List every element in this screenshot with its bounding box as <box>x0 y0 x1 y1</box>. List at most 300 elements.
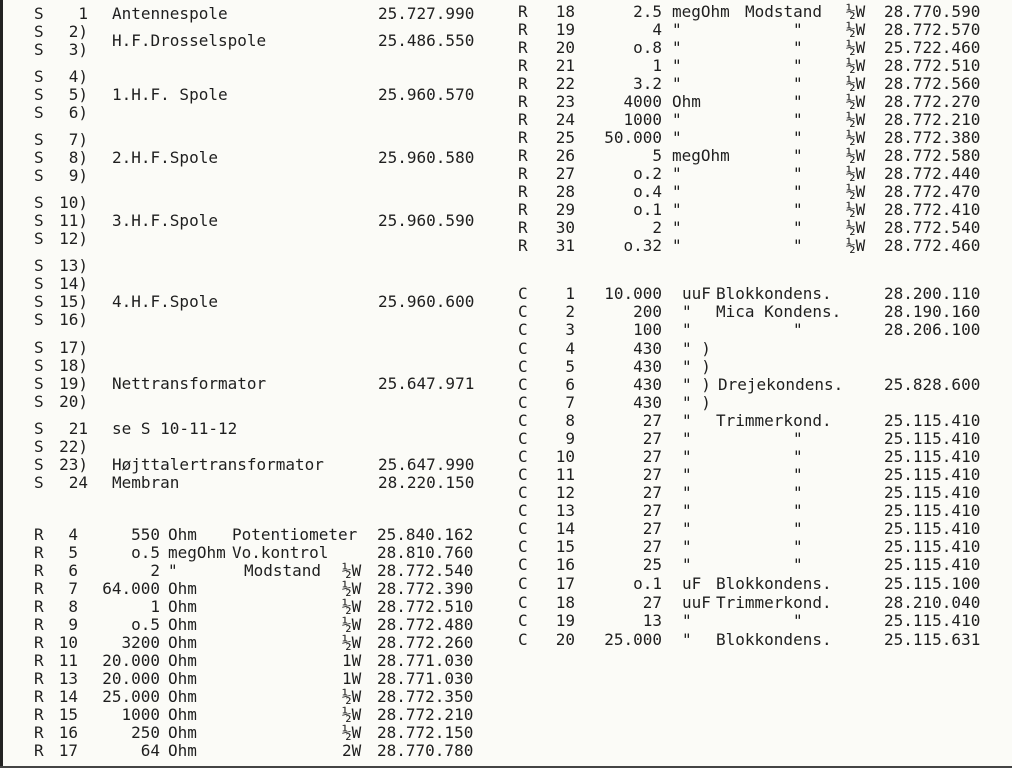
item-number: 12) <box>59 229 88 248</box>
item-unit: " <box>682 429 692 448</box>
item-unit: " <box>672 236 682 255</box>
list-item <box>0 237 1012 255</box>
item-value: 27 <box>642 537 662 556</box>
item-prefix: S <box>34 22 44 41</box>
item-value: o.2 <box>633 164 662 183</box>
item-prefix: R <box>34 579 44 598</box>
item-unit: " <box>682 555 692 574</box>
item-prefix: R <box>518 236 528 255</box>
item-unit: " <box>682 501 692 520</box>
item-number: 11 <box>58 651 78 670</box>
item-unit: " <box>672 110 682 129</box>
item-number: 15 <box>58 705 78 724</box>
item-part-number: 25.115.410 <box>884 537 981 556</box>
item-number: 20 <box>555 630 575 649</box>
item-prefix: R <box>518 20 528 39</box>
item-value: 50.000 <box>604 128 662 147</box>
item-prefix: S <box>34 256 44 275</box>
item-unit: uuF <box>682 284 711 303</box>
item-part-number: 28.772.380 <box>884 128 981 147</box>
item-prefix: C <box>518 593 528 612</box>
item-prefix: S <box>34 229 44 248</box>
item-description: " <box>793 320 803 339</box>
item-value: 430 <box>633 393 662 412</box>
item-number: 2 <box>565 302 575 321</box>
item-part-number: 28.772.390 <box>377 579 474 598</box>
list-item <box>0 612 1012 630</box>
item-number: 18 <box>555 2 575 21</box>
item-number: 18 <box>555 593 575 612</box>
item-value: 250 <box>131 723 160 742</box>
item-prefix: S <box>34 130 44 149</box>
item-part-number: 28.772.270 <box>884 92 981 111</box>
item-unit: " <box>168 561 178 580</box>
item-number: 8 <box>68 597 78 616</box>
item-unit: " ) <box>682 357 711 376</box>
item-part-number: 25.960.570 <box>378 85 475 104</box>
item-description: 2.H.F.Spole <box>112 148 218 167</box>
list-item <box>0 724 1012 742</box>
item-value: 25 <box>642 555 662 574</box>
item-wattage: ½W <box>846 218 866 237</box>
item-prefix: S <box>34 67 44 86</box>
item-prefix: S <box>34 274 44 293</box>
item-part-number: 28.772.510 <box>377 597 474 616</box>
item-unit: " ) <box>682 339 711 358</box>
item-unit: " <box>672 56 682 75</box>
item-prefix: S <box>34 338 44 357</box>
item-part-number: 28.772.210 <box>377 705 474 724</box>
item-prefix: R <box>518 74 528 93</box>
list-item <box>0 688 1012 706</box>
item-wattage: ½W <box>846 200 866 219</box>
list-item <box>0 358 1012 376</box>
item-prefix: S <box>34 455 44 474</box>
item-description: " <box>793 56 803 75</box>
item-wattage: ½W <box>846 56 866 75</box>
item-value: 4 <box>652 20 662 39</box>
item-unit: " <box>682 465 692 484</box>
item-number: 9) <box>68 166 88 185</box>
item-description: Drejekondens. <box>718 375 844 394</box>
item-number: 3) <box>68 40 88 59</box>
item-prefix: C <box>518 357 528 376</box>
item-number: 22 <box>555 74 575 93</box>
list-item <box>0 111 1012 129</box>
item-wattage: ½W <box>846 110 866 129</box>
item-number: 13 <box>58 669 78 688</box>
item-prefix: R <box>518 146 528 165</box>
item-prefix: S <box>34 4 44 23</box>
item-number: 5 <box>68 543 78 562</box>
item-description: " <box>793 236 803 255</box>
item-unit: Ohm <box>672 92 701 111</box>
item-number: 4) <box>68 67 88 86</box>
item-wattage: ½W <box>342 561 362 580</box>
item-description: " <box>793 164 803 183</box>
list-item <box>0 670 1012 688</box>
item-part-number: 25.960.600 <box>378 292 475 311</box>
item-value: 5 <box>652 146 662 165</box>
item-part-number: 28.771.030 <box>377 651 474 670</box>
item-number: 30 <box>555 218 575 237</box>
item-wattage: ½W <box>342 579 362 598</box>
item-number: 23 <box>555 92 575 111</box>
item-number: 7 <box>565 393 575 412</box>
item-part-number: 25.960.580 <box>378 148 475 167</box>
item-unit: " <box>672 128 682 147</box>
item-part-number: 25.647.990 <box>378 455 475 474</box>
item-part-number: 28.772.260 <box>377 633 474 652</box>
item-prefix: S <box>34 211 44 230</box>
item-prefix: R <box>34 687 44 706</box>
item-description: Vo.kontrol <box>232 543 329 562</box>
list-item <box>0 321 1012 339</box>
item-number: 17 <box>58 741 78 760</box>
item-prefix: C <box>518 302 528 321</box>
item-prefix: R <box>518 2 528 21</box>
list-item <box>0 183 1012 201</box>
item-prefix: R <box>518 200 528 219</box>
item-number: 25 <box>555 128 575 147</box>
item-wattage: ½W <box>342 633 362 652</box>
item-number: 11 <box>555 465 575 484</box>
item-prefix: S <box>34 193 44 212</box>
item-number: 28 <box>555 182 575 201</box>
item-prefix: R <box>34 723 44 742</box>
item-number: 19 <box>555 20 575 39</box>
list-item <box>0 39 1012 57</box>
item-unit: uuF <box>682 593 711 612</box>
item-description: " <box>793 38 803 57</box>
item-value: 27 <box>642 465 662 484</box>
item-prefix: C <box>518 483 528 502</box>
item-value: 25.000 <box>102 687 160 706</box>
item-description: Blokkondens. <box>716 574 832 593</box>
item-number: 3 <box>565 320 575 339</box>
list-item <box>0 201 1012 219</box>
item-description: " <box>793 537 803 556</box>
item-value: 1 <box>150 597 160 616</box>
item-description: " <box>793 519 803 538</box>
item-description: " <box>793 92 803 111</box>
item-wattage: 2W <box>342 741 362 760</box>
item-value: 64 <box>140 741 160 760</box>
item-prefix: C <box>518 284 528 303</box>
item-wattage: 1W <box>342 651 362 670</box>
item-number: 6 <box>68 561 78 580</box>
item-part-number: 28.772.580 <box>884 146 981 165</box>
item-part-number: 25.486.550 <box>378 31 475 50</box>
item-value: o.32 <box>623 236 662 255</box>
item-part-number: 28.772.210 <box>884 110 981 129</box>
item-prefix: R <box>34 651 44 670</box>
item-part-number: 25.115.410 <box>884 611 981 630</box>
item-number: 15) <box>59 292 88 311</box>
item-unit: " <box>682 411 692 430</box>
item-unit: uF <box>682 574 702 593</box>
list-item <box>0 631 1012 649</box>
item-part-number: 28.772.480 <box>377 615 474 634</box>
item-wattage: ½W <box>342 687 362 706</box>
item-part-number: 25.115.410 <box>884 501 981 520</box>
item-number: 4 <box>68 525 78 544</box>
item-prefix: R <box>518 92 528 111</box>
list-item <box>0 129 1012 147</box>
list-item <box>0 652 1012 670</box>
item-prefix: R <box>34 543 44 562</box>
list-item <box>0 556 1012 574</box>
item-part-number: 25.115.410 <box>884 429 981 448</box>
item-unit: " <box>672 200 682 219</box>
item-value: o.1 <box>633 200 662 219</box>
item-part-number: 28.200.110 <box>884 284 981 303</box>
item-description: " <box>793 465 803 484</box>
item-description: " <box>793 146 803 165</box>
list-item <box>0 75 1012 93</box>
item-part-number: 28.210.040 <box>884 593 981 612</box>
item-number: 17 <box>555 574 575 593</box>
item-number: 8 <box>565 411 575 430</box>
item-prefix: R <box>34 525 44 544</box>
list-item <box>0 165 1012 183</box>
item-prefix: S <box>34 419 44 438</box>
list-item <box>0 21 1012 39</box>
item-number: 27 <box>555 164 575 183</box>
list-item <box>0 502 1012 520</box>
item-number: 8) <box>68 148 88 167</box>
item-description: H.F.Drosselspole <box>112 31 267 50</box>
list-item <box>0 430 1012 448</box>
item-description: Højttalertransformator <box>112 455 324 474</box>
item-part-number: 28.770.780 <box>377 741 474 760</box>
item-number: 1 <box>565 284 575 303</box>
item-unit: " <box>672 38 682 57</box>
item-prefix: R <box>34 615 44 634</box>
item-wattage: 1W <box>342 669 362 688</box>
item-number: 13) <box>59 256 88 275</box>
item-number: 20 <box>555 38 575 57</box>
item-description: " <box>793 110 803 129</box>
item-description: " <box>793 218 803 237</box>
item-prefix: R <box>34 561 44 580</box>
item-part-number: 25.840.162 <box>377 525 474 544</box>
item-number: 24 <box>555 110 575 129</box>
item-prefix: C <box>518 574 528 593</box>
item-description: " <box>793 429 803 448</box>
list-item <box>0 412 1012 430</box>
item-number: 16) <box>59 310 88 329</box>
item-part-number: 28.190.160 <box>884 302 981 321</box>
item-value: 27 <box>642 411 662 430</box>
item-value: 13 <box>642 611 662 630</box>
item-wattage: ½W <box>846 146 866 165</box>
item-value: 430 <box>633 375 662 394</box>
list-item <box>0 93 1012 111</box>
item-prefix: S <box>34 356 44 375</box>
item-description: Potentiometer <box>232 525 358 544</box>
item-number: 12 <box>555 483 575 502</box>
item-value: 430 <box>633 339 662 358</box>
item-prefix: C <box>518 375 528 394</box>
list-item <box>0 575 1012 593</box>
item-value: o.1 <box>633 574 662 593</box>
item-part-number: 25.115.631 <box>884 630 981 649</box>
item-description: Blokkondens. <box>716 630 832 649</box>
item-prefix: S <box>34 473 44 492</box>
item-number: 16 <box>58 723 78 742</box>
item-description: " <box>793 20 803 39</box>
item-unit: " <box>682 447 692 466</box>
item-number: 26 <box>555 146 575 165</box>
item-value: 20.000 <box>102 651 160 670</box>
item-value: 27 <box>642 429 662 448</box>
item-part-number: 28.772.150 <box>377 723 474 742</box>
item-prefix: C <box>518 447 528 466</box>
item-unit: " <box>682 519 692 538</box>
item-wattage: ½W <box>846 38 866 57</box>
item-unit: " <box>682 302 692 321</box>
item-unit: Ohm <box>168 579 197 598</box>
item-wattage: ½W <box>846 182 866 201</box>
item-prefix: S <box>34 148 44 167</box>
item-part-number: 28.772.440 <box>884 164 981 183</box>
list-item <box>0 147 1012 165</box>
item-part-number: 25.115.410 <box>884 411 981 430</box>
list-item <box>0 466 1012 484</box>
item-value: 27 <box>642 519 662 538</box>
item-prefix: R <box>518 128 528 147</box>
item-prefix: C <box>518 555 528 574</box>
item-wattage: ½W <box>846 74 866 93</box>
item-number: 14 <box>58 687 78 706</box>
item-value: 64.000 <box>102 579 160 598</box>
item-description: " <box>793 611 803 630</box>
item-number: 10 <box>555 447 575 466</box>
item-value: 20.000 <box>102 669 160 688</box>
item-value: o.5 <box>131 615 160 634</box>
item-part-number: 28.772.510 <box>884 56 981 75</box>
item-part-number: 28.772.570 <box>884 20 981 39</box>
item-number: 1 <box>78 4 88 23</box>
item-value: 550 <box>131 525 160 544</box>
item-prefix: C <box>518 339 528 358</box>
item-number: 22) <box>59 437 88 456</box>
item-number: 19) <box>59 374 88 393</box>
item-prefix: C <box>518 537 528 556</box>
item-value: 200 <box>633 302 662 321</box>
list-item <box>0 285 1012 303</box>
item-unit: " <box>672 74 682 93</box>
item-prefix: R <box>34 669 44 688</box>
item-description: " <box>793 182 803 201</box>
item-number: 31 <box>555 236 575 255</box>
list-item <box>0 219 1012 237</box>
list-item <box>0 303 1012 321</box>
item-description: Modstand <box>244 561 322 580</box>
item-prefix: S <box>34 310 44 329</box>
item-number: 11) <box>59 211 88 230</box>
item-value: 1 <box>652 56 662 75</box>
item-description: se S 10-11-12 <box>112 419 238 438</box>
item-description: " <box>793 74 803 93</box>
item-description: " <box>793 447 803 466</box>
list-item <box>0 57 1012 75</box>
item-value: 2.5 <box>633 2 662 21</box>
item-part-number: 28.772.560 <box>884 74 981 93</box>
item-number: 23) <box>59 455 88 474</box>
item-unit: Ohm <box>168 525 197 544</box>
item-part-number: 28.772.460 <box>884 236 981 255</box>
item-value: 27 <box>642 483 662 502</box>
item-part-number: 25.115.410 <box>884 519 981 538</box>
item-number: 20) <box>59 392 88 411</box>
item-unit: " <box>682 483 692 502</box>
item-number: 9 <box>565 429 575 448</box>
item-number: 16 <box>555 555 575 574</box>
item-prefix: R <box>518 110 528 129</box>
item-wattage: ½W <box>846 20 866 39</box>
item-part-number: 25.722.460 <box>884 38 981 57</box>
item-part-number: 25.727.990 <box>378 4 475 23</box>
item-description: " <box>793 483 803 502</box>
item-wattage: ½W <box>846 236 866 255</box>
item-prefix: S <box>34 85 44 104</box>
item-prefix: C <box>518 411 528 430</box>
item-unit: Ohm <box>168 669 197 688</box>
item-prefix: S <box>34 166 44 185</box>
item-prefix: C <box>518 630 528 649</box>
item-value: 27 <box>642 593 662 612</box>
item-description: 4.H.F.Spole <box>112 292 218 311</box>
item-value: 27 <box>642 447 662 466</box>
item-description: " <box>793 555 803 574</box>
item-number: 14 <box>555 519 575 538</box>
item-unit: Ohm <box>168 705 197 724</box>
item-value: o.8 <box>633 38 662 57</box>
item-wattage: ½W <box>846 128 866 147</box>
item-number: 17) <box>59 338 88 357</box>
item-prefix: C <box>518 465 528 484</box>
item-unit: Ohm <box>168 651 197 670</box>
item-part-number: 28.206.100 <box>884 320 981 339</box>
item-unit: " ) <box>682 393 711 412</box>
item-unit: megOhm <box>672 146 730 165</box>
item-number: 24 <box>68 473 88 492</box>
item-prefix: R <box>518 218 528 237</box>
item-description: Trimmerkond. <box>716 411 832 430</box>
list-item <box>0 520 1012 538</box>
item-unit: " <box>682 611 692 630</box>
item-unit: Ohm <box>168 615 197 634</box>
item-wattage: ½W <box>846 2 866 21</box>
item-description: Trimmerkond. <box>716 593 832 612</box>
item-prefix: R <box>34 633 44 652</box>
item-prefix: C <box>518 611 528 630</box>
item-wattage: ½W <box>342 597 362 616</box>
item-prefix: C <box>518 429 528 448</box>
list-item <box>0 257 1012 275</box>
item-prefix: R <box>34 741 44 760</box>
item-unit: " <box>672 182 682 201</box>
item-number: 5) <box>68 85 88 104</box>
item-number: 4 <box>565 339 575 358</box>
item-number: 15 <box>555 537 575 556</box>
item-value: 1000 <box>623 110 662 129</box>
item-description: " <box>793 200 803 219</box>
item-unit: " <box>682 320 692 339</box>
item-value: 25.000 <box>604 630 662 649</box>
